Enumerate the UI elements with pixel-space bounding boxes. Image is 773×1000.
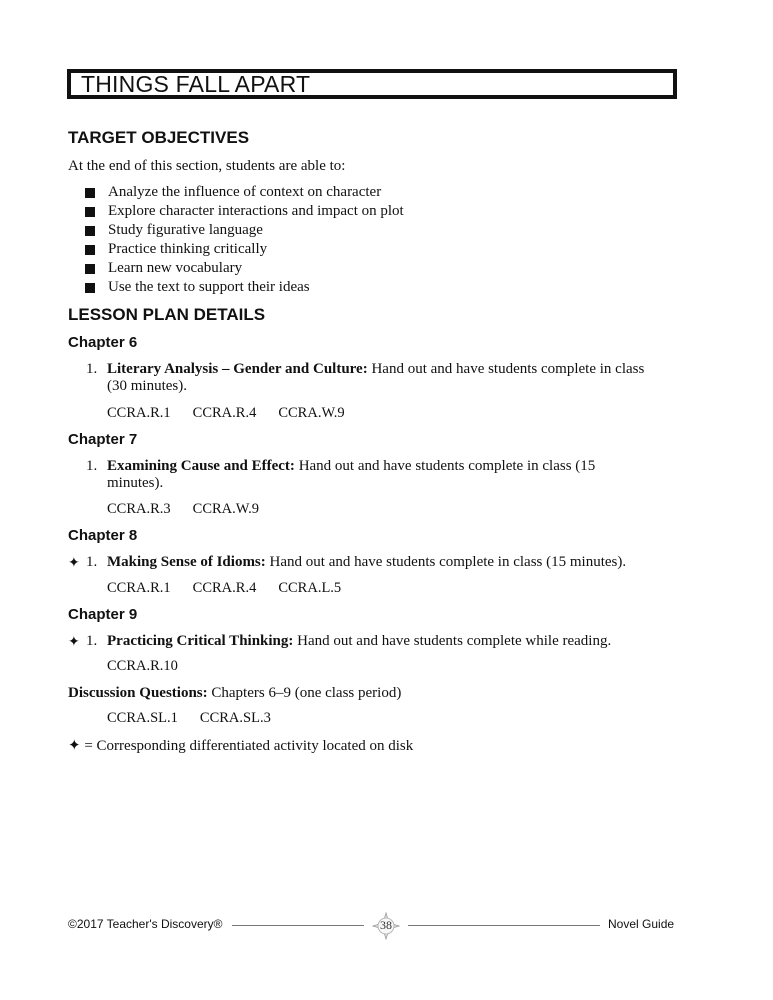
- activity-text: Hand out and have students complete while reading.: [293, 633, 612, 649]
- square-bullet-icon: [85, 226, 95, 236]
- square-bullet-icon: [85, 188, 95, 198]
- item-number: 1.: [86, 633, 98, 649]
- objectives-list: [85, 183, 404, 297]
- standard-code: CCRA.SL.1: [107, 710, 178, 726]
- discussion-label: Discussion Questions:: [68, 685, 208, 701]
- differentiated-star-icon: ✦: [68, 738, 81, 754]
- list-item: Explore character interactions and impact on plot: [85, 202, 404, 221]
- chapter-6-standards: [107, 405, 367, 422]
- activity-title: Literary Analysis – Gender and Culture:: [107, 361, 368, 377]
- item-number: 1.: [86, 554, 98, 570]
- activity-text: Hand out and have students complete in class (15: [294, 458, 596, 474]
- page-number: 38: [380, 918, 392, 932]
- footer-rule-right: [408, 925, 600, 926]
- list-item: Study figurative language: [85, 221, 404, 240]
- discussion-text: Chapters 6–9 (one class period): [207, 685, 402, 701]
- standard-code: CCRA.R.3: [107, 501, 171, 517]
- chapter-7-activity: [107, 458, 687, 492]
- standard-code: CCRA.R.1: [107, 580, 171, 596]
- footer-rule-left: [232, 925, 364, 926]
- list-item: Analyze the influence of context on character: [85, 183, 404, 202]
- list-item: Learn new vocabulary: [85, 259, 404, 278]
- activity-title: Examining Cause and Effect:: [107, 458, 295, 474]
- objectives-heading: TARGET OBJECTIVES: [68, 128, 250, 147]
- activity-title: Practicing Critical Thinking:: [107, 633, 294, 649]
- footer-copyright: ©2017 Teacher's Discovery®: [68, 917, 223, 931]
- standard-code: CCRA.W.9: [278, 405, 345, 421]
- standard-code: CCRA.R.1: [107, 405, 171, 421]
- chapter-8-standards: [107, 580, 363, 597]
- activity-text-continued: minutes).: [107, 475, 164, 491]
- standard-code: CCRA.R.4: [192, 405, 257, 421]
- square-bullet-icon: [85, 264, 95, 274]
- footer-guide-label: Novel Guide: [608, 917, 675, 931]
- activity-text-continued: (30 minutes).: [107, 378, 187, 394]
- chapter-9-activity: [107, 633, 687, 650]
- legend-text: = Corresponding differentiated activity located on disk: [80, 738, 414, 754]
- standard-code: CCRA.L.5: [278, 580, 342, 596]
- list-item: Use the text to support their ideas: [85, 278, 404, 297]
- discussion-standards: [107, 710, 293, 727]
- chapter-9-standards: [107, 658, 200, 675]
- page-title: [67, 69, 677, 99]
- differentiated-star-icon: ✦: [68, 635, 80, 650]
- legend-note: [68, 737, 413, 756]
- list-item: Practice thinking critically: [85, 240, 404, 259]
- differentiated-star-icon: ✦: [68, 556, 80, 571]
- activity-text: Hand out and have students complete in class: [367, 361, 645, 377]
- chapter-8-activity: [107, 554, 687, 571]
- lesson-heading: LESSON PLAN DETAILS: [68, 305, 266, 324]
- chapter-6-title: Chapter 6: [68, 334, 138, 351]
- chapter-9-title: Chapter 9: [68, 606, 138, 623]
- square-bullet-icon: [85, 283, 95, 293]
- chapter-7-title: Chapter 7: [68, 431, 138, 448]
- square-bullet-icon: [85, 207, 95, 217]
- page-title-text: THINGS FALL APART: [81, 70, 311, 97]
- activity-title: Making Sense of Idioms:: [107, 554, 266, 570]
- square-bullet-icon: [85, 245, 95, 255]
- chapter-8-title: Chapter 8: [68, 527, 138, 544]
- item-number: 1.: [86, 361, 98, 377]
- discussion-questions: [68, 684, 401, 703]
- chapter-7-standards: [107, 501, 281, 518]
- chapter-6-activity: [107, 361, 687, 395]
- standard-code: CCRA.SL.3: [199, 710, 271, 726]
- objectives-intro: At the end of this section, students are able to:: [68, 158, 346, 174]
- item-number: 1.: [86, 458, 98, 474]
- standard-code: CCRA.R.10: [107, 658, 178, 674]
- activity-text: Hand out and have students complete in class (15 minutes).: [265, 554, 627, 570]
- standard-code: CCRA.R.4: [192, 580, 257, 596]
- standard-code: CCRA.W.9: [192, 501, 260, 517]
